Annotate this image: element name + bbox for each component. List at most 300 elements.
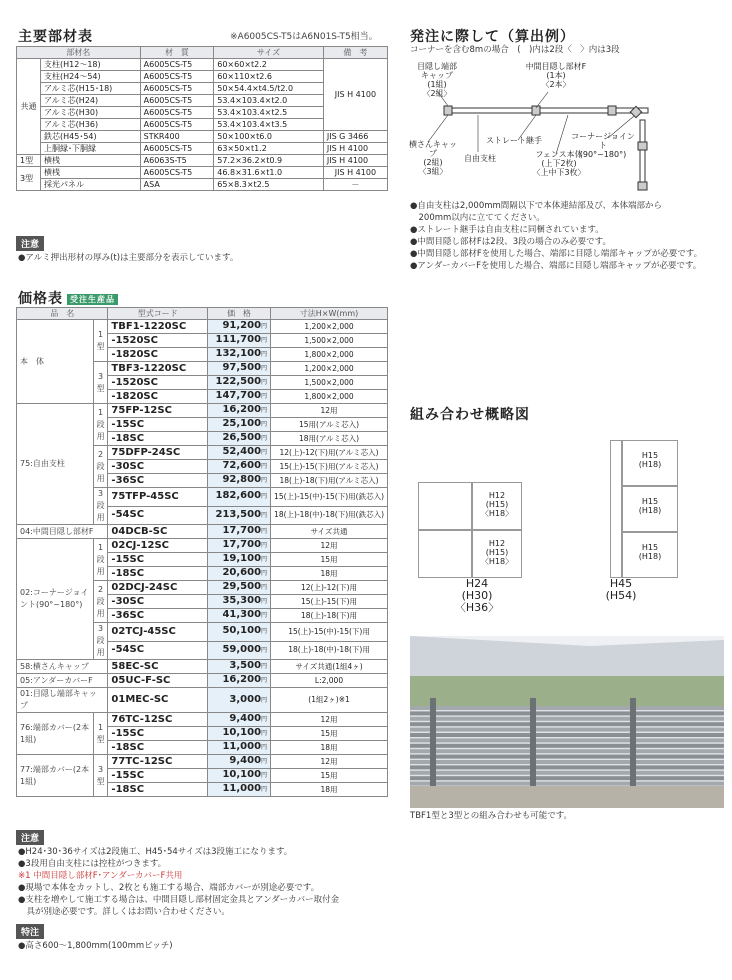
material-mat: A6005CS-T5 <box>140 119 214 131</box>
fence-slat <box>410 749 724 753</box>
model-code: 01MEC-SC <box>108 688 208 713</box>
price-group-name: 58:横さんキャップ <box>17 660 108 674</box>
yen-unit: 円 <box>261 696 268 704</box>
price-table <box>16 307 388 797</box>
size-cell: 1,800×2,000 <box>271 348 388 362</box>
special-order-text: ●高さ600～1,800mm(100mmピッチ) <box>18 941 173 951</box>
model-code: 58EC-SC <box>108 660 208 674</box>
material-mat: A6005CS-T5 <box>140 59 214 71</box>
model-code: 77TC-12SC <box>108 755 208 769</box>
price-cell <box>208 660 271 674</box>
size-cell: 18(上)-18(下)用 <box>271 609 388 623</box>
type1-name: 横桟 <box>41 155 141 167</box>
type3-note: JIS H 4100 <box>323 167 387 179</box>
fence-post <box>530 698 536 788</box>
price-value: 10,100 <box>222 769 262 780</box>
price-cell <box>208 769 271 783</box>
material-row <box>17 59 388 71</box>
combo-right-panel-1 <box>622 440 678 486</box>
order-note-line: ●中間目隠し部材Fを使用した場合、端部に目隠し端部キャップが必要です。 <box>410 249 703 259</box>
price-value: 9,400 <box>229 755 262 766</box>
post-down <box>638 142 647 150</box>
price-cell <box>208 320 271 334</box>
size-cell: 1,200×2,000 <box>271 362 388 376</box>
price-sub-label: 3型 <box>93 755 108 797</box>
model-code: -15SC <box>108 727 208 741</box>
model-code: -15SC <box>108 553 208 567</box>
price-cell <box>208 553 271 567</box>
price-caution-tag: 注意 <box>16 830 44 845</box>
material-size: 63×50×t1.2 <box>214 143 324 155</box>
price-value: 111,700 <box>215 334 262 345</box>
model-code: -54SC <box>108 506 208 525</box>
type3-note: － <box>323 179 387 191</box>
yen-unit: 円 <box>261 646 268 654</box>
fence-slat <box>410 728 724 732</box>
price-cell <box>208 474 271 488</box>
combo-left-panel-top <box>472 482 522 530</box>
price-cell <box>208 390 271 404</box>
combo-right-panel-2 <box>622 486 678 532</box>
material-row <box>17 131 388 143</box>
fence-slat <box>410 782 724 786</box>
fence-slat <box>410 765 724 769</box>
material-row-type3 <box>17 179 388 191</box>
yen-unit: 円 <box>261 677 268 684</box>
price-cell <box>208 674 271 688</box>
material-row-type3 <box>17 167 388 179</box>
photo-caption: TBF1型と3型との組み合わせも可能です。 <box>410 811 573 821</box>
price-note-line: 具が別途必要です。詳しくはお問い合わせください。 <box>18 907 230 917</box>
price-cell <box>208 623 271 642</box>
size-cell: 15(上)-15(下)用 <box>271 595 388 609</box>
post-mid <box>532 106 540 115</box>
price-sub-label: 3段用 <box>93 623 108 660</box>
model-code: TBF3-1220SC <box>108 362 208 376</box>
price-value: 97,500 <box>222 362 262 373</box>
yen-unit: 円 <box>261 449 268 456</box>
price-value: 213,500 <box>215 508 262 520</box>
order-note-line: 200mm以内に立ててください。 <box>410 213 545 223</box>
fence-slat <box>410 733 724 737</box>
label-straight: ストレート継手 <box>486 136 542 145</box>
size-cell: 15(上)-15(中)-15(下)用(鉄芯入) <box>271 488 388 507</box>
type1-size: 57.2×36.2×t0.9 <box>214 155 324 167</box>
price-value: 3,500 <box>229 660 262 671</box>
yen-unit: 円 <box>261 556 268 563</box>
mat-header-name: 部材名 <box>17 47 141 59</box>
combo-left-panel-bottom <box>472 530 522 578</box>
model-code: -15SC <box>108 769 208 783</box>
yen-unit: 円 <box>261 337 268 344</box>
type3-size: 65×8.3×t2.5 <box>214 179 324 191</box>
fence-run-down <box>640 120 645 190</box>
combo-right-panel-3 <box>622 532 678 578</box>
type1-note: JIS H 4100 <box>323 155 387 167</box>
size-cell: 15用 <box>271 769 388 783</box>
model-code: 75TFP-45SC <box>108 488 208 507</box>
yen-unit: 円 <box>261 542 268 549</box>
order-note-line: ●中間目隠し部材Fは2段、3段の場合のみ必要です。 <box>410 237 611 247</box>
model-code: 75FP-12SC <box>108 404 208 418</box>
type3-label: 3型 <box>17 167 41 191</box>
combo-left-label-top: H12 (H15) 〈H18〉 <box>480 491 514 518</box>
model-code: 02CJ-12SC <box>108 539 208 553</box>
combo-left-caption: H24 (H30) 〈H36〉 <box>454 577 500 614</box>
price-note-line: ●3段用自由支柱には控柱がつきます。 <box>18 859 167 869</box>
leader-mid <box>536 92 548 108</box>
fence-post <box>630 698 636 788</box>
model-code: -18SC <box>108 567 208 581</box>
price-title-text: 価格表 <box>18 291 63 307</box>
fence-slat <box>410 771 724 775</box>
material-row-type1 <box>17 155 388 167</box>
materials-caution-text: ●アルミ押出形材の厚み(t)は主要部分を表示しています。 <box>18 253 239 263</box>
price-cell <box>208 488 271 507</box>
price-row <box>17 539 388 553</box>
price-row <box>17 713 388 727</box>
material-size: 60×60×t2.2 <box>214 59 324 71</box>
material-name: アルミ芯(H24) <box>41 95 141 107</box>
combo-right-label-3: H15 (H18) <box>638 543 662 561</box>
model-code: -54SC <box>108 641 208 660</box>
fence-slat <box>410 755 724 759</box>
post-bottom <box>638 182 647 190</box>
order-title: 発注に際して（算出例） <box>410 29 575 45</box>
price-cell <box>208 460 271 474</box>
size-cell: 15(上)-15(中)-15(下)用 <box>271 623 388 642</box>
price-value: 26,500 <box>222 432 262 443</box>
price-header-name: 品 名 <box>17 308 108 320</box>
yen-unit: 円 <box>261 730 268 737</box>
price-group-name: 75:自由支柱 <box>17 404 94 525</box>
size-cell: 1,500×2,000 <box>271 334 388 348</box>
model-code: -1520SC <box>108 376 208 390</box>
material-size: 60×110×t2.6 <box>214 71 324 83</box>
material-size: 53.4×103.4×t2.0 <box>214 95 324 107</box>
order-diagram <box>408 62 724 194</box>
price-group-name: 05:アンダーカバーF <box>17 674 108 688</box>
material-note: JIS H 4100 <box>323 143 387 155</box>
model-code: 02DCJ-24SC <box>108 581 208 595</box>
size-cell: 18用(アルミ芯入) <box>271 432 388 446</box>
size-cell: (1組2ヶ)※1 <box>271 688 388 713</box>
size-cell: 12用 <box>271 713 388 727</box>
yen-unit: 円 <box>261 379 268 386</box>
combo-right-post <box>610 440 622 578</box>
price-group-name: 01:目隠し端部キャップ <box>17 688 108 713</box>
price-group-name: 77:端部カバー(2本1組) <box>17 755 94 797</box>
price-row <box>17 525 388 539</box>
group-common: 共通 <box>17 59 41 155</box>
type1-label: 1型 <box>17 155 41 167</box>
price-cell <box>208 595 271 609</box>
size-cell: 18用 <box>271 783 388 797</box>
price-value: 9,400 <box>229 713 262 724</box>
fence-slat <box>410 711 724 715</box>
price-value: 132,100 <box>215 348 262 359</box>
combo-diagram <box>410 430 726 630</box>
fence-slat <box>410 738 724 742</box>
model-code: 75DFP-24SC <box>108 446 208 460</box>
price-cell <box>208 432 271 446</box>
price-value: 16,200 <box>222 404 262 415</box>
combo-right-caption: H45 (H54) <box>605 577 637 602</box>
price-row <box>17 674 388 688</box>
price-value: 11,000 <box>222 783 262 794</box>
fence-slat <box>410 706 724 710</box>
materials-note: ※A6005CS-T5はA6N01S-T5相当。 <box>230 32 378 42</box>
label-freepost: 自由支柱 <box>464 154 496 163</box>
price-title <box>18 288 118 308</box>
price-cell <box>208 567 271 581</box>
price-group-name: 04:中間目隠し部材F <box>17 525 108 539</box>
yen-unit: 円 <box>261 786 268 793</box>
material-name: 支柱(H24～54) <box>41 71 141 83</box>
price-value: 20,600 <box>222 567 262 578</box>
size-cell: 18(上)-18(中)-18(下)用(鉄芯入) <box>271 506 388 525</box>
price-cell <box>208 362 271 376</box>
size-cell: 15用 <box>271 553 388 567</box>
price-cell <box>208 713 271 727</box>
yen-unit: 円 <box>261 493 268 501</box>
material-jis-common: JIS H 4100 <box>323 59 387 131</box>
size-cell: 1,200×2,000 <box>271 320 388 334</box>
price-row <box>17 404 388 418</box>
combo-right-label-1: H15 (H18) <box>638 451 662 469</box>
price-note-line: ※1 中間目隠し部材F･アンダーカバーF共用 <box>18 871 183 881</box>
price-cell <box>208 581 271 595</box>
price-cell <box>208 376 271 390</box>
label-body: フェンス本体 (上下2枚) 〈上中下3枚〉 <box>532 150 586 177</box>
size-cell: 15(上)-15(下)用(アルミ芯入) <box>271 460 388 474</box>
price-value: 10,100 <box>222 727 262 738</box>
label-sidecap: 横さんキャップ (2組) 〈3組〉 <box>409 140 457 176</box>
material-name: 上胴縁･下胴縁 <box>41 143 141 155</box>
size-cell: サイズ共通(1組4ヶ) <box>271 660 388 674</box>
price-cell <box>208 741 271 755</box>
price-sub-label: 2段用 <box>93 581 108 623</box>
price-sub-label: 1型 <box>93 320 108 362</box>
label-corner: コーナージョイント (90°~180°) <box>571 132 635 159</box>
size-cell: 12(上)-12(下)用 <box>271 581 388 595</box>
price-value: 19,100 <box>222 553 262 564</box>
price-value: 16,200 <box>222 674 262 685</box>
size-cell: 18(上)-18(下)用(アルミ芯入) <box>271 474 388 488</box>
price-value: 147,700 <box>215 390 262 401</box>
price-cell <box>208 418 271 432</box>
yen-unit: 円 <box>261 323 268 330</box>
price-group-name: 本 体 <box>17 320 94 404</box>
price-cell <box>208 783 271 797</box>
fence-photo-svg <box>410 636 724 808</box>
mat-header-note: 備 考 <box>323 47 387 59</box>
model-code: TBF1-1220SC <box>108 320 208 334</box>
yen-unit: 円 <box>261 716 268 723</box>
material-name: アルミ芯(H15･18) <box>41 83 141 95</box>
leader-sidecap <box>428 115 448 142</box>
fence-photo <box>410 636 724 808</box>
yen-unit: 円 <box>261 584 268 591</box>
material-name: 支柱(H12～18) <box>41 59 141 71</box>
order-note-line: ●アンダーカバーFを使用した場合、端部に目隠し端部キャップが必要です。 <box>410 261 702 271</box>
size-cell: 1,800×2,000 <box>271 390 388 404</box>
order-note-line: ●ストレート継手は自由支柱に同梱されています。 <box>410 225 604 235</box>
price-header-price: 価 格 <box>208 308 271 320</box>
fence-slat <box>410 776 724 780</box>
material-mat: A6005CS-T5 <box>140 95 214 107</box>
yen-unit: 円 <box>261 528 268 535</box>
material-name: アルミ芯(H36) <box>41 119 141 131</box>
yen-unit: 円 <box>261 407 268 414</box>
size-cell: 12用 <box>271 755 388 769</box>
material-row <box>17 143 388 155</box>
leader-body <box>556 115 568 154</box>
material-mat: A6005CS-T5 <box>140 83 214 95</box>
size-cell: サイズ共通 <box>271 525 388 539</box>
model-code: -18SC <box>108 783 208 797</box>
combo-left-panel-bg-bottom <box>418 530 472 578</box>
size-cell: 18(上)-18(中)-18(下)用 <box>271 641 388 660</box>
price-value: 59,000 <box>222 643 262 655</box>
yen-unit: 円 <box>261 365 268 372</box>
material-name: アルミ芯(H30) <box>41 107 141 119</box>
material-note: JIS G 3466 <box>323 131 387 143</box>
price-note-line: ●H24･30･36サイズは2段施工、H45･54サイズは3段施工になります。 <box>18 847 293 857</box>
price-value: 41,300 <box>222 609 262 620</box>
materials-title: 主要部材表 <box>18 29 93 45</box>
order-notes <box>410 200 726 272</box>
fence-slat <box>410 722 724 726</box>
order-note-line: ●自由支柱は2,000mm間隔以下で本体連結部及び、本体端部から <box>410 201 662 211</box>
price-value: 72,600 <box>222 460 262 471</box>
size-cell: 15用(アルミ芯入) <box>271 418 388 432</box>
fence-slat <box>410 744 724 748</box>
type3-mat: A6005CS-T5 <box>140 167 214 179</box>
price-sub-label: 2段用 <box>93 446 108 488</box>
price-cell <box>208 688 271 713</box>
price-value: 92,800 <box>222 474 262 485</box>
yen-unit: 円 <box>261 511 268 519</box>
price-value: 11,000 <box>222 741 262 752</box>
photo-ground <box>410 786 724 808</box>
price-group-name: 02:コーナージョイント(90°~180°) <box>17 539 94 660</box>
size-cell: L:2,000 <box>271 674 388 688</box>
yen-unit: 円 <box>261 351 268 358</box>
fence-post <box>430 698 436 788</box>
photo-fence-slats <box>410 698 724 788</box>
size-cell: 18用 <box>271 567 388 581</box>
price-sub-label: 1段用 <box>93 539 108 581</box>
order-subtitle: コーナーを含む8mの場合 ( )内は2段〈 〉内は3段 <box>410 45 620 55</box>
post-left <box>444 106 452 115</box>
yen-unit: 円 <box>261 393 268 400</box>
model-code: -1520SC <box>108 334 208 348</box>
type3-mat: ASA <box>140 179 214 191</box>
mat-header-mat: 材 質 <box>140 47 214 59</box>
combo-left-panel-bg-top <box>418 482 472 530</box>
price-row <box>17 320 388 334</box>
yen-unit: 円 <box>261 758 268 765</box>
yen-unit: 円 <box>261 772 268 779</box>
price-sub-label: 1段用 <box>93 404 108 446</box>
size-cell: 12(上)-12(下)用(アルミ芯入) <box>271 446 388 460</box>
model-code: 04DCB-SC <box>108 525 208 539</box>
price-cell <box>208 539 271 553</box>
price-value: 91,200 <box>222 320 262 331</box>
price-note-line: ●現場で本体をカットし、2枚とも施工する場合、端部カバーが別途必要です。 <box>18 883 320 893</box>
material-mat: A6005CS-T5 <box>140 143 214 155</box>
yen-unit: 円 <box>261 421 268 428</box>
yen-unit: 円 <box>261 628 268 636</box>
model-code: -30SC <box>108 595 208 609</box>
label-midpart: 中間目隠し部材F (1本) 〈2本〉 <box>525 62 587 89</box>
label-endcap: 目隠し端部 キャップ (1組) 〈2組〉 <box>417 62 457 98</box>
model-code: -1820SC <box>108 348 208 362</box>
price-value: 182,600 <box>215 490 262 502</box>
price-cell <box>208 446 271 460</box>
price-value: 3,000 <box>229 693 262 705</box>
price-notes <box>18 846 339 918</box>
yen-unit: 円 <box>261 598 268 605</box>
price-note-line: ●支柱を増やして施工する場合は、中間目隠し部材固定金具とアンダーカバー取付金 <box>18 895 340 905</box>
material-size: 53.4×103.4×t3.5 <box>214 119 324 131</box>
price-cell <box>208 348 271 362</box>
material-name: 鉄芯(H45･54) <box>41 131 141 143</box>
price-sub-label: 1型 <box>93 713 108 755</box>
price-sub-label: 3型 <box>93 362 108 404</box>
yen-unit: 円 <box>261 570 268 577</box>
mat-header-size: サイズ <box>214 47 324 59</box>
special-order-tag: 特注 <box>16 924 44 939</box>
price-header-code: 型式コード <box>108 308 208 320</box>
price-row <box>17 755 388 769</box>
model-code: -36SC <box>108 474 208 488</box>
price-cell <box>208 755 271 769</box>
size-cell: 12用 <box>271 539 388 553</box>
model-code: -18SC <box>108 741 208 755</box>
price-sub-label: 3段用 <box>93 488 108 525</box>
price-row <box>17 688 388 713</box>
fence-slat <box>410 760 724 764</box>
price-value: 17,700 <box>222 539 262 550</box>
materials-table <box>16 46 388 191</box>
model-code: -36SC <box>108 609 208 623</box>
model-code: 05UC-F-SC <box>108 674 208 688</box>
material-mat: A6005CS-T5 <box>140 107 214 119</box>
yen-unit: 円 <box>261 744 268 751</box>
price-cell <box>208 334 271 348</box>
size-cell: 15用 <box>271 727 388 741</box>
material-mat: STKR400 <box>140 131 214 143</box>
combo-title: 組み合わせ概略図 <box>410 407 530 423</box>
model-code: 76TC-12SC <box>108 713 208 727</box>
type1-mat: A6063S-T5 <box>140 155 214 167</box>
size-cell: 1,500×2,000 <box>271 376 388 390</box>
combo-right-label-2: H15 (H18) <box>638 497 662 515</box>
combo-left-label-bottom: H12 (H15) 〈H18〉 <box>480 539 514 566</box>
price-value: 50,100 <box>222 625 262 637</box>
fence-run-left <box>448 108 648 113</box>
model-code: -1820SC <box>108 390 208 404</box>
size-cell: 12用 <box>271 404 388 418</box>
yen-unit: 円 <box>261 612 268 619</box>
price-value: 29,500 <box>222 581 262 592</box>
price-row <box>17 660 388 674</box>
price-cell <box>208 506 271 525</box>
price-cell <box>208 641 271 660</box>
material-size: 50×54.4×t4.5/t2.0 <box>214 83 324 95</box>
